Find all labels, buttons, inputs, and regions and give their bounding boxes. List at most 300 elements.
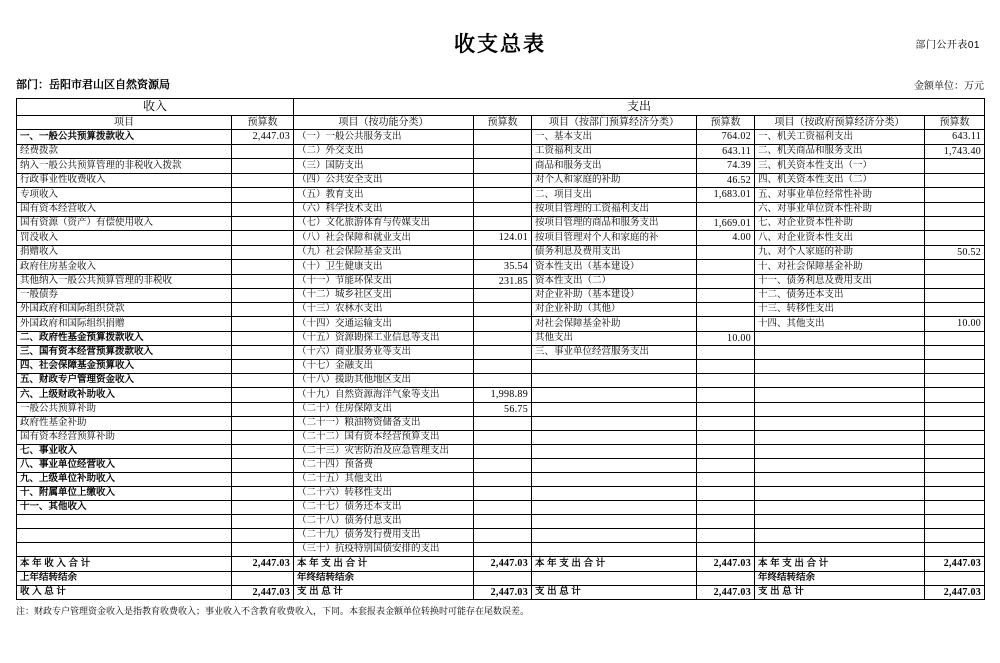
income-item: 国有资本经营收入 [17, 202, 232, 216]
gov-econ-budget [925, 173, 985, 188]
function-item: （二十九）债务发行费用支出 [294, 529, 474, 543]
dept-econ-budget [697, 431, 755, 445]
income-item [17, 515, 232, 529]
dept-econ-item: 对社会保障基金补助 [532, 317, 697, 332]
dept-econ-budget [697, 515, 755, 529]
income-item: 外国政府和国际组织捐赠 [17, 317, 232, 332]
function-budget [474, 346, 532, 360]
gov-econ-item: 二、机关商品和服务支出 [755, 144, 925, 159]
function-item: （二十七）债务还本支出 [294, 501, 474, 515]
income-item: 政府住房基金收入 [17, 260, 232, 275]
header-income-budget: 预算数 [232, 115, 294, 130]
table-row [17, 202, 985, 216]
dept-econ-item [532, 543, 697, 557]
income-item [17, 543, 232, 557]
function-budget [474, 331, 532, 346]
income-item [17, 529, 232, 543]
dept-econ-item [532, 529, 697, 543]
function-item: （十六）商业服务业等支出 [294, 346, 474, 360]
dept-econ-item: 工资福利支出 [532, 144, 697, 159]
gov-econ-item: 九、对个人家庭的补助 [755, 245, 925, 260]
gov-econ-budget [925, 374, 985, 388]
income-item: 纳入一般公共预算管理的非税收入拨款 [17, 159, 232, 174]
total-gov-econ-label: 支 出 总 计 [755, 585, 925, 600]
total-gov-econ-label: 本 年 支 出 合 计 [755, 557, 925, 572]
income-budget [232, 260, 294, 275]
function-item: （九）社会保险基金支出 [294, 245, 474, 260]
table-row [17, 130, 985, 145]
gov-econ-item: 八、对企业资本性支出 [755, 231, 925, 246]
income-budget [232, 216, 294, 231]
gov-econ-item [755, 346, 925, 360]
dept-econ-item: 资本性支出（二） [532, 274, 697, 289]
gov-econ-item [755, 501, 925, 515]
gov-econ-item [755, 388, 925, 403]
total-function-label: 年终结转结余 [294, 571, 474, 585]
gov-econ-budget [925, 487, 985, 501]
table-total-row [17, 571, 985, 585]
income-budget [232, 515, 294, 529]
dept-econ-budget [697, 317, 755, 332]
table-row [17, 216, 985, 231]
dept-econ-budget: 10.00 [697, 331, 755, 346]
dept-econ-item: 一、基本支出 [532, 130, 697, 145]
function-item: （二十五）其他支出 [294, 473, 474, 487]
gov-econ-budget [925, 360, 985, 374]
total-gov-econ-value: 2,447.03 [925, 585, 985, 600]
dept-econ-item [532, 431, 697, 445]
function-item: （五）教育支出 [294, 188, 474, 203]
total-dept-econ-value: 2,447.03 [697, 557, 755, 572]
income-item: 其他纳入一般公共预算管理的非税收 [17, 274, 232, 289]
income-budget [232, 360, 294, 374]
gov-econ-budget [925, 402, 985, 417]
function-item: （二十）住房保障支出 [294, 402, 474, 417]
income-budget [232, 202, 294, 216]
dept-econ-budget: 46.52 [697, 173, 755, 188]
gov-econ-item: 七、对企业资本性补助 [755, 216, 925, 231]
header-function-budget: 预算数 [474, 115, 532, 130]
income-item: 六、上级财政补助收入 [17, 388, 232, 403]
gov-econ-item [755, 487, 925, 501]
total-income-label: 收 入 总 计 [17, 585, 232, 600]
total-function-value: 2,447.03 [474, 557, 532, 572]
dept-econ-budget [697, 303, 755, 317]
table-row [17, 274, 985, 289]
dept-econ-item: 债务利息及费用支出 [532, 245, 697, 260]
function-budget [474, 473, 532, 487]
table-row [17, 346, 985, 360]
income-budget [232, 473, 294, 487]
function-item: （二十一）粮油物资储备支出 [294, 417, 474, 431]
gov-econ-budget [925, 216, 985, 231]
table-column-header-row [17, 115, 985, 130]
income-item: 五、财政专户管理资金收入 [17, 374, 232, 388]
function-budget [474, 459, 532, 473]
function-item: （七）文化旅游体育与传媒支出 [294, 216, 474, 231]
income-item: 二、政府性基金预算拨款收入 [17, 331, 232, 346]
function-item: （二十八）债务付息支出 [294, 515, 474, 529]
dept-econ-item: 对企业补助（其他） [532, 303, 697, 317]
table-row [17, 317, 985, 332]
income-item: 三、国有资本经营预算拨款收入 [17, 346, 232, 360]
gov-econ-budget [925, 274, 985, 289]
function-item: （二十六）转移性支出 [294, 487, 474, 501]
header-gov-econ-item: 项目（按政府预算经济分类） [755, 115, 925, 130]
table-row [17, 188, 985, 203]
income-budget [232, 501, 294, 515]
gov-econ-budget [925, 501, 985, 515]
income-item: 十、附属单位上缴收入 [17, 487, 232, 501]
income-item: 十一、其他收入 [17, 501, 232, 515]
total-income-label: 本 年 收 入 合 计 [17, 557, 232, 572]
function-budget [474, 303, 532, 317]
dept-econ-item [532, 501, 697, 515]
table-row [17, 144, 985, 159]
function-budget [474, 431, 532, 445]
dept-econ-item: 三、事业单位经营服务支出 [532, 346, 697, 360]
header-dept-econ-item: 项目（按部门预算经济分类） [532, 115, 697, 130]
meta-row [16, 76, 984, 92]
income-item: 经费拨款 [17, 144, 232, 159]
function-item: （二十二）国有资本经营预算支出 [294, 431, 474, 445]
table-row [17, 231, 985, 246]
function-item: （十四）交通运输支出 [294, 317, 474, 332]
dept-econ-item: 对个人和家庭的补助 [532, 173, 697, 188]
function-budget: 35.54 [474, 260, 532, 275]
dept-econ-budget: 764.02 [697, 130, 755, 145]
table-row [17, 487, 985, 501]
dept-econ-item: 按项目管理的商品和服务支出 [532, 216, 697, 231]
function-budget [474, 445, 532, 459]
gov-econ-item: 十三、转移性支出 [755, 303, 925, 317]
gov-econ-budget [925, 431, 985, 445]
income-budget [232, 274, 294, 289]
table-row [17, 459, 985, 473]
table-row [17, 331, 985, 346]
total-gov-econ-value [925, 571, 985, 585]
function-budget: 124.01 [474, 231, 532, 246]
function-budget [474, 289, 532, 303]
gov-econ-budget [925, 417, 985, 431]
total-gov-econ-value: 2,447.03 [925, 557, 985, 572]
gov-econ-item [755, 331, 925, 346]
dept-econ-budget [697, 487, 755, 501]
table-total-row [17, 557, 985, 572]
gov-econ-budget [925, 445, 985, 459]
gov-econ-item [755, 417, 925, 431]
function-item: （二）外交支出 [294, 144, 474, 159]
gov-econ-budget: 643.11 [925, 130, 985, 145]
dept-econ-item [532, 388, 697, 403]
function-item: （十七）金融支出 [294, 360, 474, 374]
function-budget [474, 173, 532, 188]
income-item: 行政事业性收费收入 [17, 173, 232, 188]
gov-econ-item: 一、机关工资福利支出 [755, 130, 925, 145]
dept-econ-item: 对企业补助（基本建设） [532, 289, 697, 303]
function-item: （十九）自然资源海洋气象等支出 [294, 388, 474, 403]
table-row [17, 289, 985, 303]
dept-econ-budget: 643.11 [697, 144, 755, 159]
gov-econ-item [755, 459, 925, 473]
income-budget [232, 289, 294, 303]
dept-econ-item [532, 515, 697, 529]
gov-econ-budget [925, 388, 985, 403]
header-income-item: 项目 [17, 115, 232, 130]
gov-econ-item: 十一、债务利息及费用支出 [755, 274, 925, 289]
function-budget [474, 144, 532, 159]
table-row [17, 473, 985, 487]
income-budget [232, 431, 294, 445]
dept-econ-budget [697, 402, 755, 417]
department-label: 部门：岳阳市君山区自然资源局 [16, 79, 170, 91]
income-budget [232, 317, 294, 332]
function-budget [474, 245, 532, 260]
income-item: 七、事业收入 [17, 445, 232, 459]
total-income-value: 2,447.03 [232, 557, 294, 572]
footnote: 注：财政专户管理资金收入是指教育收费收入；事业收入不含教育收费收入，下同。本套报表金额单位转换时可能存在尾数误差。 [16, 606, 530, 617]
dept-econ-budget [697, 289, 755, 303]
income-budget [232, 331, 294, 346]
function-item: （三十）抗疫特别国债安排的支出 [294, 543, 474, 557]
total-dept-econ-value: 2,447.03 [697, 585, 755, 600]
income-budget [232, 388, 294, 403]
income-item: 国有资本经营预算补助 [17, 431, 232, 445]
function-budget [474, 543, 532, 557]
page-title: 收支总表 [454, 32, 546, 56]
table-row [17, 374, 985, 388]
gov-econ-budget [925, 303, 985, 317]
gov-econ-item: 十四、其他支出 [755, 317, 925, 332]
gov-econ-budget [925, 515, 985, 529]
income-budget [232, 346, 294, 360]
gov-econ-budget [925, 543, 985, 557]
total-function-label: 支 出 总 计 [294, 585, 474, 600]
dept-econ-budget [697, 360, 755, 374]
dept-econ-budget [697, 202, 755, 216]
income-budget [232, 487, 294, 501]
income-item: 专项收入 [17, 188, 232, 203]
dept-econ-item: 按项目管理的工资福利支出 [532, 202, 697, 216]
dept-econ-item: 资本性支出（基本建设） [532, 260, 697, 275]
function-item: （三）国防支出 [294, 159, 474, 174]
table-row [17, 303, 985, 317]
total-income-value [232, 571, 294, 585]
total-function-value: 2,447.03 [474, 585, 532, 600]
dept-econ-item [532, 459, 697, 473]
table-body [17, 130, 985, 600]
income-item: 八、事业单位经营收入 [17, 459, 232, 473]
income-item: 捐赠收入 [17, 245, 232, 260]
gov-econ-item [755, 402, 925, 417]
function-budget [474, 515, 532, 529]
gov-econ-budget: 1,743.40 [925, 144, 985, 159]
income-budget [232, 529, 294, 543]
dept-econ-budget: 1,683.01 [697, 188, 755, 203]
income-item: 一般债券 [17, 289, 232, 303]
gov-econ-item [755, 543, 925, 557]
function-budget [474, 202, 532, 216]
dept-econ-item [532, 487, 697, 501]
dept-econ-budget [697, 417, 755, 431]
function-budget [474, 317, 532, 332]
function-item: （八）社会保障和就业支出 [294, 231, 474, 246]
gov-econ-item [755, 431, 925, 445]
header-dept-econ-budget: 预算数 [697, 115, 755, 130]
dept-econ-item: 其他支出 [532, 331, 697, 346]
function-budget: 1,998.89 [474, 388, 532, 403]
table-row [17, 360, 985, 374]
gov-econ-budget: 50.52 [925, 245, 985, 260]
table-row [17, 388, 985, 403]
table-row [17, 260, 985, 275]
income-item: 罚没收入 [17, 231, 232, 246]
dept-econ-budget [697, 529, 755, 543]
income-budget [232, 417, 294, 431]
table-group-header-row [17, 99, 985, 116]
income-item: 四、社会保障基金预算收入 [17, 360, 232, 374]
income-budget [232, 402, 294, 417]
function-item: （十三）农林水支出 [294, 303, 474, 317]
income-item: 国有资源（资产）有偿使用收入 [17, 216, 232, 231]
function-budget [474, 159, 532, 174]
income-budget [232, 445, 294, 459]
dept-econ-budget [697, 445, 755, 459]
function-budget [474, 130, 532, 145]
gov-econ-item [755, 445, 925, 459]
gov-econ-budget: 10.00 [925, 317, 985, 332]
gov-econ-item [755, 374, 925, 388]
function-budget [474, 216, 532, 231]
gov-econ-budget [925, 473, 985, 487]
function-budget [474, 487, 532, 501]
gov-econ-item: 五、对事业单位经常性补助 [755, 188, 925, 203]
dept-econ-item [532, 402, 697, 417]
function-item: （二十四）预备费 [294, 459, 474, 473]
dept-econ-item: 按项目管理对个人和家庭的补 [532, 231, 697, 246]
dept-econ-item [532, 360, 697, 374]
total-dept-econ-label [532, 571, 697, 585]
dept-econ-item [532, 417, 697, 431]
table-row [17, 417, 985, 431]
income-budget: 2,447.03 [232, 130, 294, 145]
table-row [17, 173, 985, 188]
total-dept-econ-value [697, 571, 755, 585]
function-item: （十）卫生健康支出 [294, 260, 474, 275]
gov-econ-item [755, 473, 925, 487]
function-item: （六）科学技术支出 [294, 202, 474, 216]
income-item: 政府性基金补助 [17, 417, 232, 431]
form-code-label: 部门公开表01 [915, 40, 980, 51]
gov-econ-item: 四、机关资本性支出（二） [755, 173, 925, 188]
total-income-value: 2,447.03 [232, 585, 294, 600]
function-budget [474, 501, 532, 515]
table-row [17, 529, 985, 543]
function-budget [474, 529, 532, 543]
total-income-label: 上年结转结余 [17, 571, 232, 585]
function-budget [474, 374, 532, 388]
budget-summary-table [16, 98, 985, 600]
function-budget [474, 417, 532, 431]
gov-econ-item: 十二、债务还本支出 [755, 289, 925, 303]
header-function-item: 项目（按功能分类） [294, 115, 474, 130]
total-dept-econ-label: 支 出 总 计 [532, 585, 697, 600]
gov-econ-budget [925, 529, 985, 543]
income-budget [232, 159, 294, 174]
gov-econ-item [755, 515, 925, 529]
gov-econ-budget [925, 188, 985, 203]
gov-econ-item: 三、机关资本性支出（一） [755, 159, 925, 174]
income-item: 外国政府和国际组织贷款 [17, 303, 232, 317]
function-budget [474, 360, 532, 374]
total-function-value [474, 571, 532, 585]
income-budget [232, 144, 294, 159]
table-total-row [17, 585, 985, 600]
function-budget: 56.75 [474, 402, 532, 417]
dept-econ-item: 商品和服务支出 [532, 159, 697, 174]
income-budget [232, 231, 294, 246]
income-budget [232, 188, 294, 203]
dept-econ-budget [697, 274, 755, 289]
gov-econ-budget [925, 260, 985, 275]
gov-econ-budget [925, 202, 985, 216]
dept-econ-budget [697, 388, 755, 403]
income-budget [232, 303, 294, 317]
income-group-header: 收入 [17, 99, 294, 116]
header-gov-econ-budget: 预算数 [925, 115, 985, 130]
function-item: （二十三）灾害防治及应急管理支出 [294, 445, 474, 459]
gov-econ-budget [925, 231, 985, 246]
dept-econ-item [532, 445, 697, 459]
gov-econ-budget [925, 459, 985, 473]
dept-econ-budget [697, 473, 755, 487]
table-row [17, 543, 985, 557]
function-item: （十一）节能环保支出 [294, 274, 474, 289]
unit-label: 金额单位：万元 [914, 81, 984, 92]
dept-econ-budget [697, 543, 755, 557]
function-item: （十二）城乡社区支出 [294, 289, 474, 303]
table-row [17, 402, 985, 417]
gov-econ-budget [925, 159, 985, 174]
table-row [17, 445, 985, 459]
function-item: （十八）援助其他地区支出 [294, 374, 474, 388]
dept-econ-budget [697, 245, 755, 260]
table-row [17, 501, 985, 515]
dept-econ-item [532, 473, 697, 487]
function-budget [474, 188, 532, 203]
function-budget: 231.85 [474, 274, 532, 289]
dept-econ-budget: 74.39 [697, 159, 755, 174]
gov-econ-budget [925, 346, 985, 360]
table-row [17, 245, 985, 260]
income-budget [232, 374, 294, 388]
dept-econ-budget [697, 459, 755, 473]
function-item: （一）一般公共服务支出 [294, 130, 474, 145]
total-function-label: 本 年 支 出 合 计 [294, 557, 474, 572]
income-budget [232, 173, 294, 188]
income-budget [232, 245, 294, 260]
gov-econ-item: 六、对事业单位资本性补助 [755, 202, 925, 216]
dept-econ-budget [697, 260, 755, 275]
income-budget [232, 543, 294, 557]
total-gov-econ-label: 年终结转结余 [755, 571, 925, 585]
dept-econ-item: 二、项目支出 [532, 188, 697, 203]
function-item: （十五）资源勘探工业信息等支出 [294, 331, 474, 346]
gov-econ-item [755, 360, 925, 374]
income-item: 九、上级单位补助收入 [17, 473, 232, 487]
gov-econ-item [755, 529, 925, 543]
total-dept-econ-label: 本 年 支 出 合 计 [532, 557, 697, 572]
